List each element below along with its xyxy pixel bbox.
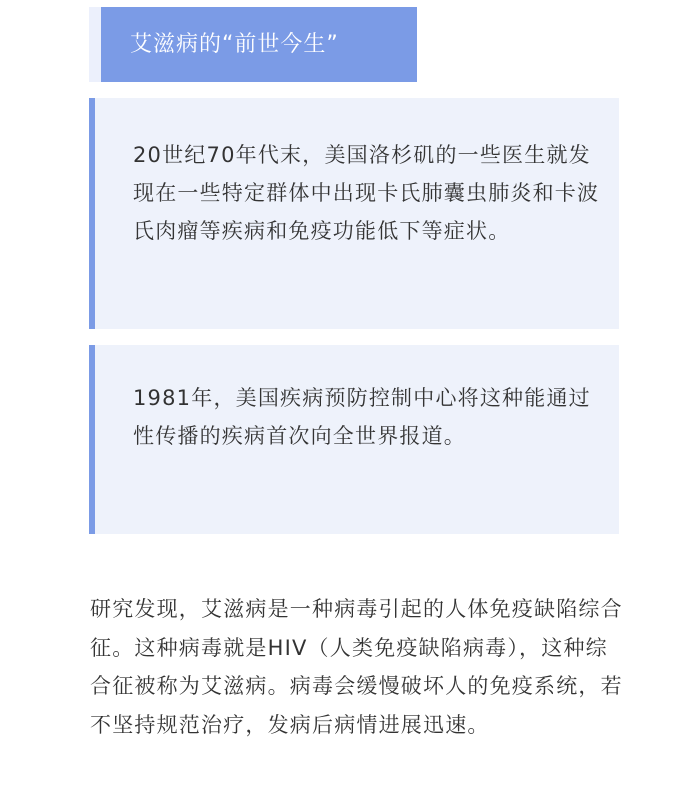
section-title-banner [89, 7, 417, 82]
section-title: 艾滋病的“前世今生” [101, 7, 417, 82]
quote-block-1 [89, 98, 619, 329]
title-accent-stripe [89, 7, 101, 82]
quote-block-2 [89, 345, 619, 534]
quote-text-2: 1981年，美国疾病预防控制中心将这种能通过性传播的疾病首次向全世界报道。 [133, 386, 591, 448]
body-paragraph: 研究发现，艾滋病是一种病毒引起的人体免疫缺陷综合征。这种病毒就是HIV（人类免疫缺陷病毒），这种综合征被称为艾滋病。病毒会缓慢破坏人的免疫系统，若不坚持规范治疗，发病后病情进展迅速。 [90, 597, 623, 737]
quote-text-1: 20世纪70年代末，美国洛杉矶的一些医生就发现在一些特定群体中出现卡氏肺囊虫肺炎和卡波氏肉瘤等疾病和免疫功能低下等症状。 [133, 143, 600, 243]
